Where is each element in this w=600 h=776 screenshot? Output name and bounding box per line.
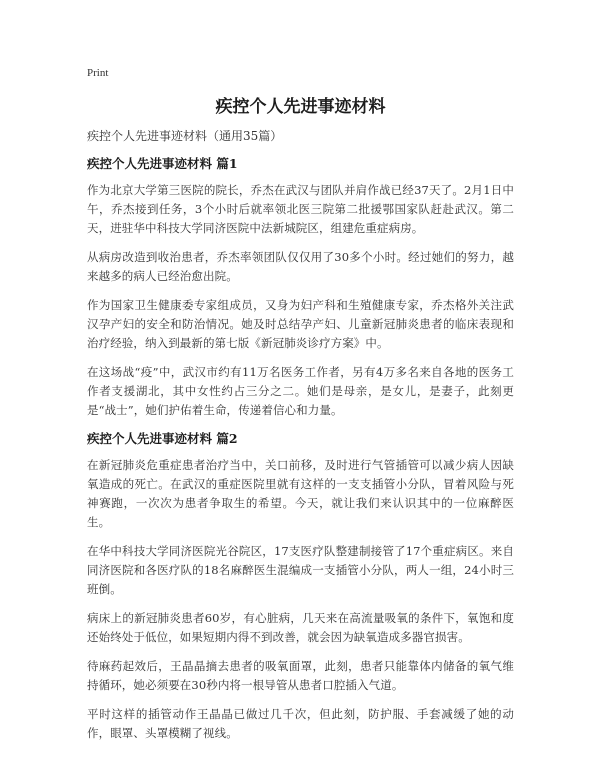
paragraph: 从病房改造到收治患者，乔杰率领团队仅仅用了30多个小时。经过她们的努力，越来越多的病人已经治愈出院。: [87, 250, 514, 283]
document-title: 疾控个人先进事迹材料: [215, 97, 386, 117]
paragraph: 平时这样的插管动作王晶晶已做过几千次，但此刻，防护服、手套减缓了她的动作，眼罩、头罩模糊了视线。: [87, 707, 514, 740]
paragraph: 在新冠肺炎危重症患者治疗当中，关口前移，及时进行气管插管可以减少病人因缺氧造成的死亡。在武汉的重症医院里就有这样的一支支插管小分队，冒着风险与死神赛跑，一次次为患者争取生的希望。今天，就让我们来认识其中的一位麻醉医生。: [87, 458, 514, 529]
document-subtitle: 疾控个人先进事迹材料（通用35篇）: [87, 129, 283, 143]
paragraph: 在华中科技大学同济医院光谷院区，17支医疗队整建制接管了17个重症病区。来自同济医院和各医疗队的18名麻醉医生混编成一支插管小分队，两人一组，24小时三班倒。: [87, 544, 514, 596]
section-heading-2: 疾控个人先进事迹材料 篇2: [87, 431, 238, 446]
print-link[interactable]: Print: [87, 67, 109, 79]
paragraph: 在这场战“疫”中，武汉市约有11万名医务工作者，另有4万多名来自各地的医务工作者支援湖北，其中女性约占三分之二。她们是母亲，是女儿，是妻子，此刻更是“战士”，她们护佑着生命，传递着信心和力量。: [87, 365, 514, 417]
paragraph: 待麻药起效后，王晶晶摘去患者的吸氧面罩，此刻，患者只能靠体内储备的氧气维持循环，她必须要在30秒内将一根导管从患者口腔插入气道。: [87, 659, 514, 692]
paragraph: 作为国家卫生健康委专家组成员，又身为妇产科和生殖健康专家，乔杰格外关注武汉孕产妇的安全和防治情况。她及时总结孕产妇、儿童新冠肺炎患者的临床表现和治疗经验，纳入到最新的第七版《新冠肺炎诊疗方案》中。: [87, 298, 514, 350]
paragraph: 作为北京大学第三医院的院长，乔杰在武汉与团队并肩作战已经37天了。2月1日中午，乔杰接到任务，3个小时后就率领北医三院第二批援鄂国家队赶赴武汉。第二天，进驻华中科技大学同济医院中法新城院区，组建危重症病房。: [87, 183, 514, 235]
section-heading-1: 疾控个人先进事迹材料 篇1: [87, 156, 238, 171]
paragraph: 病床上的新冠肺炎患者60岁，有心脏病，几天来在高流量吸氧的条件下，氧饱和度还始终处于低位，如果短期内得不到改善，就会因为缺氧造成多器官损害。: [87, 611, 514, 644]
